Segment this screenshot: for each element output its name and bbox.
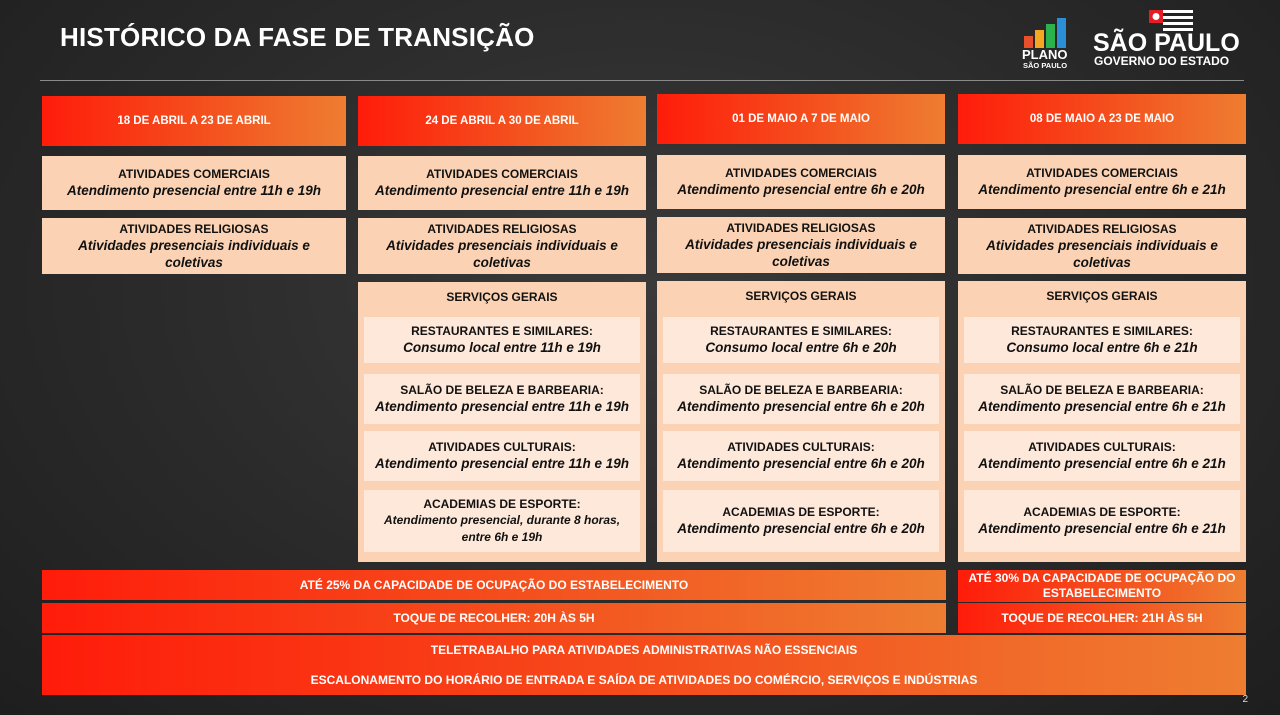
servicos-gerais-title: SERVIÇOS GERAIS — [1046, 289, 1158, 303]
column-header-3: 01 DE MAIO A 7 DE MAIO — [657, 94, 945, 144]
plano-logo-text: PLANO — [1022, 47, 1068, 62]
restaurantes-label: RESTAURANTES E SIMILARES: — [411, 324, 593, 338]
religiosas-label: ATIVIDADES RELIGIOSAS — [726, 220, 876, 235]
column-header-2: 24 DE ABRIL A 30 DE ABRIL — [358, 96, 646, 146]
academias-value: Atendimento presencial entre 6h e 20h — [677, 521, 925, 536]
religiosas-value: Atividades presenciais individuais e coletivas — [78, 237, 310, 270]
teletrabalho-text: TELETRABALHO PARA ATIVIDADES ADMINISTRATIVAS NÃO ESSENCIAIS — [430, 643, 858, 657]
comerciais-label: ATIVIDADES COMERCIAIS — [1026, 166, 1178, 180]
toque-recolher-20h-band: TOQUE DE RECOLHER: 20H ÀS 5H — [42, 603, 946, 633]
sp-logo-text: SÃO PAULO — [1093, 29, 1240, 57]
academias-box — [964, 490, 1240, 552]
atividades-culturais-label: ATIVIDADES CULTURAIS: — [727, 440, 875, 454]
atividades-culturais-value: Atendimento presencial entre 6h e 20h — [677, 456, 925, 471]
column-3-religiosas — [657, 217, 945, 273]
religiosas-value: Atividades presenciais individuais e coletivas — [386, 237, 618, 270]
restaurantes-label: RESTAURANTES E SIMILARES: — [710, 324, 892, 338]
common-measures-band — [42, 635, 1246, 695]
comerciais-value: Atendimento presencial entre 6h e 20h — [677, 182, 925, 197]
column-1-religiosas — [42, 218, 346, 274]
column-2-religiosas — [358, 218, 646, 274]
plano-sao-paulo-logo — [1022, 18, 1078, 74]
religiosas-label: ATIVIDADES RELIGIOSAS — [119, 221, 269, 236]
servicos-gerais-title: SERVIÇOS GERAIS — [745, 289, 857, 303]
atividades-culturais-label: ATIVIDADES CULTURAIS: — [428, 440, 576, 454]
servicos-gerais-title: SERVIÇOS GERAIS — [446, 290, 558, 304]
atividades-culturais-value: Atendimento presencial entre 11h e 19h — [374, 456, 630, 471]
capacidade-25-band: ATÉ 25% DA CAPACIDADE DE OCUPAÇÃO DO ESTABELECIMENTO — [42, 570, 946, 600]
restaurantes-label: RESTAURANTES E SIMILARES: — [1011, 324, 1193, 338]
page-number: 2 — [1242, 694, 1248, 705]
comerciais-label: ATIVIDADES COMERCIAIS — [118, 167, 270, 181]
column-2-servicos-gerais — [358, 282, 646, 562]
title-divider — [40, 80, 1244, 81]
column-4-servicos-gerais — [958, 281, 1246, 562]
salao-beleza-value: Atendimento presencial entre 11h e 19h — [374, 399, 630, 414]
salao-beleza-value: Atendimento presencial entre 6h e 20h — [677, 399, 925, 414]
salao-beleza-label: SALÃO DE BELEZA E BARBEARIA: — [699, 383, 903, 397]
salao-beleza-box — [964, 374, 1240, 424]
governo-sao-paulo-logo — [1093, 10, 1248, 72]
restaurantes-value: Consumo local entre 11h e 19h — [403, 340, 601, 355]
plano-logo-subtext: SÃO PAULO — [1023, 61, 1068, 70]
salao-beleza-box — [663, 374, 939, 424]
toque-recolher-21h-band: TOQUE DE RECOLHER: 21H ÀS 5H — [958, 603, 1246, 633]
bar-chart-icon — [1024, 18, 1076, 48]
comerciais-label: ATIVIDADES COMERCIAIS — [725, 166, 877, 180]
academias-label: ACADEMIAS DE ESPORTE: — [1023, 505, 1181, 519]
column-3-servicos-gerais — [657, 281, 945, 562]
religiosas-value: Atividades presenciais individuais e coletivas — [986, 237, 1218, 270]
restaurantes-value: Consumo local entre 6h e 20h — [705, 340, 897, 355]
atividades-culturais-box — [663, 431, 939, 481]
column-4-religiosas — [958, 218, 1246, 274]
academias-box — [364, 490, 640, 552]
column-2-comerciais — [358, 156, 646, 210]
academias-box — [663, 490, 939, 552]
academias-value: Atendimento presencial, durante 8 horas, entre 6h e 19h — [383, 512, 621, 544]
column-1-comerciais — [42, 156, 346, 210]
academias-label: ACADEMIAS DE ESPORTE: — [423, 496, 581, 511]
page-title: HISTÓRICO DA FASE DE TRANSIÇÃO — [60, 22, 535, 52]
escalonamento-text: ESCALONAMENTO DO HORÁRIO DE ENTRADA E SAÍDA DE ATIVIDADES DO COMÉRCIO, SERVIÇOS E INDÚSTRIAS — [310, 673, 978, 687]
academias-label: ACADEMIAS DE ESPORTE: — [722, 505, 880, 519]
religiosas-label: ATIVIDADES RELIGIOSAS — [1027, 221, 1177, 236]
restaurantes-box — [964, 317, 1240, 363]
column-header-1: 18 DE ABRIL A 23 DE ABRIL — [42, 96, 346, 146]
religiosas-label: ATIVIDADES RELIGIOSAS — [427, 221, 577, 236]
atividades-culturais-value: Atendimento presencial entre 6h e 21h — [978, 456, 1226, 471]
atividades-culturais-box — [964, 431, 1240, 481]
restaurantes-value: Consumo local entre 6h e 21h — [1006, 340, 1198, 355]
comerciais-value: Atendimento presencial entre 6h e 21h — [978, 182, 1226, 197]
restaurantes-box — [663, 317, 939, 363]
atividades-culturais-box — [364, 431, 640, 481]
comerciais-label: ATIVIDADES COMERCIAIS — [426, 167, 578, 181]
religiosas-value: Atividades presenciais individuais e coletivas — [685, 236, 917, 269]
capacidade-30-band: ATÉ 30% DA CAPACIDADE DE OCUPAÇÃO DO ESTABELECIMENTO — [958, 570, 1246, 602]
academias-value: Atendimento presencial entre 6h e 21h — [978, 521, 1226, 536]
sp-logo-subtext: GOVERNO DO ESTADO — [1094, 54, 1230, 68]
column-header-4: 08 DE MAIO A 23 DE MAIO — [958, 94, 1246, 144]
salao-beleza-box — [364, 374, 640, 424]
column-4-comerciais — [958, 155, 1246, 209]
salao-beleza-value: Atendimento presencial entre 6h e 21h — [978, 399, 1226, 414]
salao-beleza-label: SALÃO DE BELEZA E BARBEARIA: — [400, 383, 604, 397]
atividades-culturais-label: ATIVIDADES CULTURAIS: — [1028, 440, 1176, 454]
salao-beleza-label: SALÃO DE BELEZA E BARBEARIA: — [1000, 383, 1204, 397]
comerciais-value: Atendimento presencial entre 11h e 19h — [374, 183, 630, 198]
restaurantes-box — [364, 317, 640, 363]
comerciais-value: Atendimento presencial entre 11h e 19h — [66, 183, 322, 198]
column-3-comerciais — [657, 155, 945, 209]
